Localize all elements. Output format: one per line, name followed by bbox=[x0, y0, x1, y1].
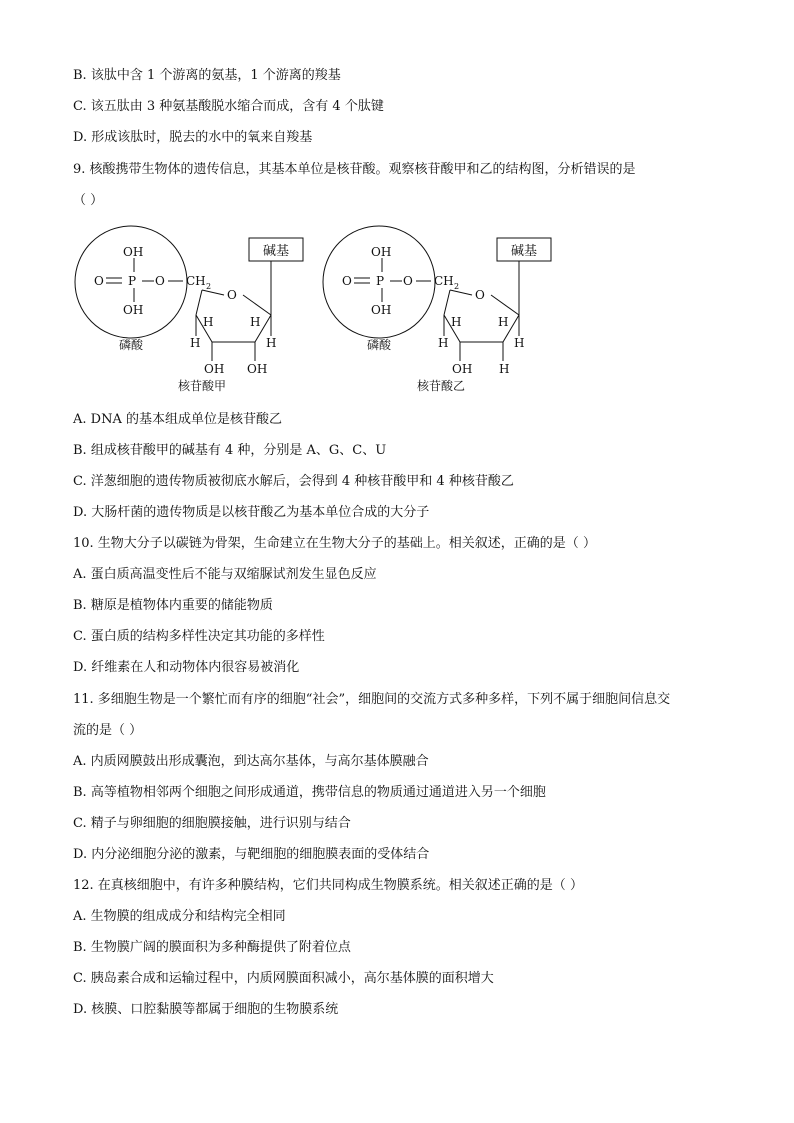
option-10b: B. 糖原是植物体内重要的储能物质 bbox=[73, 598, 273, 613]
h2-a: H bbox=[250, 315, 261, 329]
nucleotide-a-labels bbox=[94, 244, 289, 393]
h4-a: H bbox=[266, 336, 277, 350]
oh-bottom-a: OH bbox=[123, 303, 144, 317]
option-9a: A. DNA 的基本组成单位是核苷酸乙 bbox=[73, 412, 282, 427]
h1-b: H bbox=[451, 315, 462, 329]
question-11-stem: 11. 多细胞生物是一个繁忙而有序的细胞“社会”，细胞间的交流方式多种多样，下列不属于细胞间信息交 bbox=[73, 692, 671, 707]
ch-sub-b: 2 bbox=[454, 282, 460, 291]
base-label-a: 碱基 bbox=[262, 244, 290, 259]
o-link-a: O bbox=[155, 274, 165, 288]
ch-sub-a: 2 bbox=[206, 282, 212, 291]
option-11d: D. 内分泌细胞分泌的激素，与靶细胞的细胞膜表面的受体结合 bbox=[73, 847, 430, 862]
option-12b: B. 生物膜广阔的膜面积为多种酶提供了附着位点 bbox=[73, 940, 351, 955]
nucleotide-a-name: 核苷酸甲 bbox=[177, 379, 227, 393]
question-11-stem-cont: 流的是（ ） bbox=[73, 723, 143, 738]
h1-a: H bbox=[203, 315, 214, 329]
nucleotide-b-name: 核苷酸乙 bbox=[416, 379, 466, 393]
ring-o-b: O bbox=[475, 288, 485, 302]
question-12-stem: 12. 在真核细胞中，有许多种膜结构，它们共同构成生物膜系统。相关叙述正确的是（ ） bbox=[73, 878, 583, 893]
base-label-b: 碱基 bbox=[510, 244, 538, 259]
question-9-blank: （ ） bbox=[73, 193, 104, 208]
oh-top-a: OH bbox=[123, 245, 144, 259]
oh-ring-left-b: OH bbox=[452, 362, 473, 376]
oh-top-b: OH bbox=[371, 245, 392, 259]
option-10d: D. 纤维素在人和动物体内很容易被消化 bbox=[73, 660, 300, 675]
o-dbl-b: O bbox=[342, 274, 352, 288]
ring-o-a: O bbox=[227, 288, 237, 302]
option-11a: A. 内质网膜鼓出形成囊泡，到达高尔基体，与高尔基体膜融合 bbox=[73, 754, 429, 769]
h3-b: H bbox=[438, 336, 449, 350]
option-10c: C. 蛋白质的结构多样性决定其功能的多样性 bbox=[73, 629, 325, 644]
h-ring-right-b: H bbox=[499, 362, 510, 376]
oh-bottom-b: OH bbox=[371, 303, 392, 317]
nucleotide-b-labels bbox=[342, 244, 537, 393]
option-12d: D. 核膜、口腔黏膜等都属于细胞的生物膜系统 bbox=[73, 1002, 339, 1017]
o-dbl-a: O bbox=[94, 274, 104, 288]
oh-ring-right-a: OH bbox=[247, 362, 268, 376]
phosphate-label-a: 磷酸 bbox=[118, 338, 144, 352]
phosphate-label-b: 磷酸 bbox=[366, 338, 392, 352]
h3-a: H bbox=[190, 336, 201, 350]
question-9-stem: 9. 核酸携带生物体的遗传信息，其基本单位是核苷酸。观察核苷酸甲和乙的结构图，分析错误的是 bbox=[73, 162, 636, 177]
option-8c: C. 该五肽由 3 种氨基酸脱水缩合而成，含有 4 个肽键 bbox=[73, 99, 384, 114]
option-11b: B. 高等植物相邻两个细胞之间形成通道，携带信息的物质通过通道进入另一个细胞 bbox=[73, 785, 546, 800]
h4-b: H bbox=[514, 336, 525, 350]
p-b: P bbox=[376, 274, 385, 288]
option-8d: D. 形成该肽时，脱去的水中的氧来自羧基 bbox=[73, 130, 313, 145]
option-12a: A. 生物膜的组成成分和结构完全相同 bbox=[73, 909, 286, 924]
option-11c: C. 精子与卵细胞的细胞膜接触，进行识别与结合 bbox=[73, 816, 351, 831]
ch-b: CH bbox=[434, 274, 454, 288]
p-a: P bbox=[128, 274, 137, 288]
option-9d: D. 大肠杆菌的遗传物质是以核苷酸乙为基本单位合成的大分子 bbox=[73, 505, 430, 520]
option-10a: A. 蛋白质高温变性后不能与双缩脲试剂发生显色反应 bbox=[73, 567, 377, 582]
option-9c: C. 洋葱细胞的遗传物质被彻底水解后，会得到 4 种核苷酸甲和 4 种核苷酸乙 bbox=[73, 474, 514, 489]
ch-a: CH bbox=[186, 274, 206, 288]
o-link-b: O bbox=[403, 274, 413, 288]
h2-b: H bbox=[498, 315, 509, 329]
option-8b: B. 该肽中含 1 个游离的氨基，1 个游离的羧基 bbox=[73, 68, 341, 83]
option-12c: C. 胰岛素合成和运输过程中，内质网膜面积减小，高尔基体膜的面积增大 bbox=[73, 971, 494, 986]
question-10-stem: 10. 生物大分子以碳链为骨架，生命建立在生物大分子的基础上。相关叙述，正确的是（ ） bbox=[73, 536, 596, 551]
option-9b: B. 组成核苷酸甲的碱基有 4 种，分别是 A、G、C、U bbox=[73, 443, 387, 458]
oh-ring-left-a: OH bbox=[204, 362, 225, 376]
